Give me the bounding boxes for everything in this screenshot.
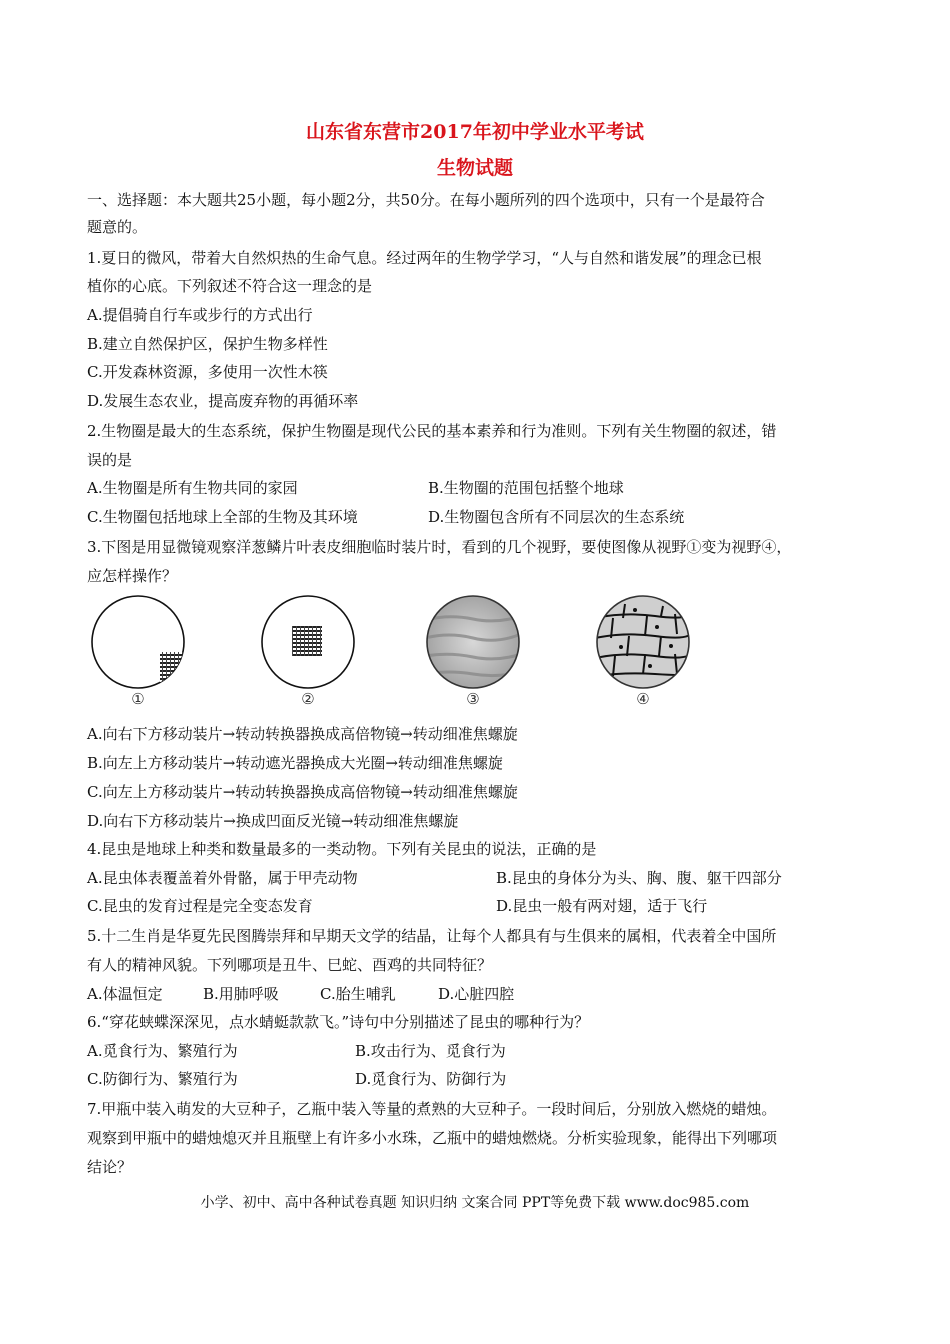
microscope-view-3 xyxy=(425,594,521,710)
q5-option-b: B.用肺呼吸 xyxy=(203,985,279,1003)
view-3-label: ③ xyxy=(466,690,480,708)
q7-stem-line2: 观察到甲瓶中的蜡烛熄灭并且瓶壁上有许多小水珠，乙瓶中的蜡烛燃烧。分析实验现象，能得出下列哪项 xyxy=(87,1129,778,1147)
q4-option-c: C.昆虫的发育过程是完全变态发育 xyxy=(87,897,313,915)
q2-option-a: A.生物圈是所有生物共同的家园 xyxy=(87,479,298,497)
page-footer: 小学、初中、高中各种试卷真题 知识归纳 文案合同 PPT等免费下载 www.doc985.com xyxy=(200,1195,750,1211)
q1-option-c: C.开发森林资源，多使用一次性木筷 xyxy=(87,363,328,381)
q2-stem-line2: 误的是 xyxy=(87,451,133,469)
q1-stem-line2: 植你的心底。下列叙述不符合这一理念的是 xyxy=(87,277,373,295)
q3-option-b: B.向左上方移动装片→转动遮光器换成大光圈→转动细准焦螺旋 xyxy=(87,754,503,772)
page-title: 山东省东营市2017年初中学业水平考试 xyxy=(306,121,644,143)
microscope-view-4 xyxy=(595,594,691,710)
view-1-label: ① xyxy=(131,690,145,708)
view-3-drawing xyxy=(425,594,521,690)
q6-option-a: A.觅食行为、繁殖行为 xyxy=(87,1042,238,1060)
q5-option-a: A.体温恒定 xyxy=(87,985,163,1003)
q7-stem-line3: 结论？ xyxy=(87,1158,133,1176)
q2-option-c: C.生物圈包括地球上全部的生物及其环境 xyxy=(87,508,358,526)
q3-stem-line1: 3.下图是用显微镜观察洋葱鳞片叶表皮细胞临时装片时，看到的几个视野，要使图像从视野①变为视野④， xyxy=(87,538,792,556)
section-instructions-line1: 一、选择题：本大题共25小题，每小题2分，共50分。在每小题所列的四个选项中，只有一个是最符合 xyxy=(87,191,765,209)
q1-option-d: D.发展生态农业，提高废弃物的再循环率 xyxy=(87,392,359,410)
q6-option-d: D.觅食行为、防御行为 xyxy=(355,1070,507,1088)
q3-option-c: C.向左上方移动装片→转动转换器换成高倍物镜→转动细准焦螺旋 xyxy=(87,783,518,801)
q1-stem-line1: 1.夏日的微风，带着大自然炽热的生命气息。经过两年的生物学学习，“人与自然和谐发展”的理念已根 xyxy=(87,249,762,267)
q5-option-d: D.心脏四腔 xyxy=(438,985,515,1003)
page-subtitle: 生物试题 xyxy=(436,157,513,179)
q6-stem: 6.“穿花蛱蝶深深见，点水蜻蜓款款飞。”诗句中分别描述了昆虫的哪种行为？ xyxy=(87,1013,590,1031)
microscope-view-2 xyxy=(260,594,356,710)
q2-option-d: D.生物圈包含所有不同层次的生态系统 xyxy=(428,508,685,526)
q3-stem-line2: 应怎样操作？ xyxy=(87,567,178,585)
q4-option-b: B.昆虫的身体分为头、胸、腹、躯干四部分 xyxy=(496,869,782,887)
microscope-view-1 xyxy=(90,594,186,710)
q3-option-a: A.向右下方移动装片→转动转换器换成高倍物镜→转动细准焦螺旋 xyxy=(87,725,518,743)
view-2-drawing xyxy=(260,594,356,690)
q4-option-d: D.昆虫一般有两对翅，适于飞行 xyxy=(496,897,708,915)
q5-stem-line2: 有人的精神风貌。下列哪项是丑牛、巳蛇、酉鸡的共同特征？ xyxy=(87,956,493,974)
q1-option-a: A.提倡骑自行车或步行的方式出行 xyxy=(87,306,313,324)
q4-stem: 4.昆虫是地球上种类和数量最多的一类动物。下列有关昆虫的说法，正确的是 xyxy=(87,840,597,858)
q7-stem-line1: 7.甲瓶中装入萌发的大豆种子，乙瓶中装入等量的煮熟的大豆种子。一段时间后，分别放入燃烧的蜡烛。 xyxy=(87,1100,777,1118)
view-4-label: ④ xyxy=(636,690,650,708)
q2-stem-line1: 2.生物圈是最大的生态系统，保护生物圈是现代公民的基本素养和行为准则。下列有关生物圈的叙述，错 xyxy=(87,422,777,440)
q6-option-b: B.攻击行为、觅食行为 xyxy=(355,1042,506,1060)
q1-option-b: B.建立自然保护区，保护生物多样性 xyxy=(87,335,328,353)
q6-option-c: C.防御行为、繁殖行为 xyxy=(87,1070,238,1088)
microscope-views-figure xyxy=(87,594,707,710)
view-1-drawing xyxy=(90,594,186,690)
q3-option-d: D.向右下方移动装片→换成凹面反光镜→转动细准焦螺旋 xyxy=(87,812,459,830)
view-4-drawing xyxy=(595,594,691,690)
section-instructions-line2: 题意的。 xyxy=(87,218,148,236)
q2-option-b: B.生物圈的范围包括整个地球 xyxy=(428,479,624,497)
q5-stem-line1: 5.十二生肖是华夏先民图腾崇拜和早期天文学的结晶，让每个人都具有与生俱来的属相，代表着全中国所 xyxy=(87,927,777,945)
view-2-label: ② xyxy=(301,690,315,708)
q4-option-a: A.昆虫体表覆盖着外骨骼，属于甲壳动物 xyxy=(87,869,358,887)
q5-option-c: C.胎生哺乳 xyxy=(320,985,396,1003)
